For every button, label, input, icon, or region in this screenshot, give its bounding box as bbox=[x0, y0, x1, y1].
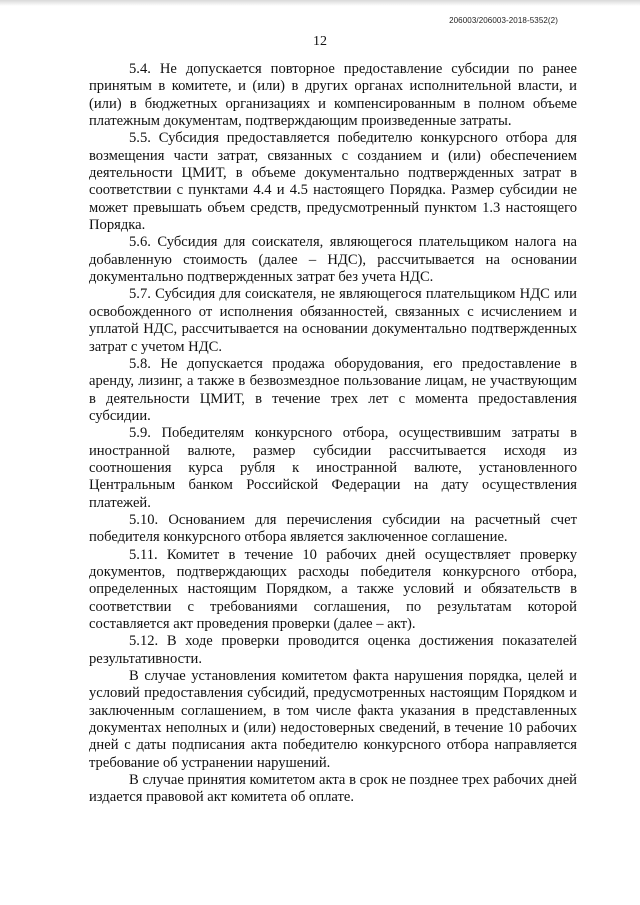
paragraph-5-12: 5.12. В ходе проверки проводится оценка достижения показателей результативности. bbox=[89, 633, 577, 667]
paragraph-5-9: 5.9. Победителям конкурсного отбора, осуществившим затраты в иностранной валюте, размер субсидии рассчитывается исходя из соотношения курса рубля к иностранной валюте, установленного Центральным банком Российской Федерации на дату осуществления платежей. bbox=[89, 425, 577, 511]
scan-edge bbox=[0, 0, 640, 6]
document-id: 206003/206003-2018-5352(2) bbox=[449, 16, 558, 25]
paragraph-payment-act: В случае принятия комитетом акта в срок не позднее трех рабочих дней издается правовой акт комитета об оплате. bbox=[89, 772, 577, 806]
paragraph-5-4: 5.4. Не допускается повторное предоставление субсидии по ранее принятым в комитете, и (или) в других органах исполнительной власти, и (или) в бюджетных организациях и компенсированным в полном объеме платежным документам, подтверждающим произведенные затраты. bbox=[89, 61, 577, 130]
paragraph-5-7: 5.7. Субсидия для соискателя, не являющегося плательщиком НДС или освобожденного от исполнения обязанностей, связанных с исчислением и уплатой НДС, рассчитывается на основании документально подтвержденных затрат с учетом НДС. bbox=[89, 286, 577, 355]
paragraph-5-8: 5.8. Не допускается продажа оборудования, его предоставление в аренду, лизинг, а также в безвозмездное пользование лицам, не участвующим в деятельности ЦМИТ, в течение трех лет с момента предоставления субсидии. bbox=[89, 355, 577, 424]
paragraph-5-5: 5.5. Субсидия предоставляется победителю конкурсного отбора для возмещения части затрат, связанных с созданием и (или) обеспечением деятельности ЦМИТ, в объеме документально подтвержденных затрат в соответствии с пунктами 4.4 и 4.5 настоящего Порядка. Размер субсидии не может превышать объем средств, предусмотренный пунктом 1.3 настоящего Порядка. bbox=[89, 130, 577, 234]
paragraph-violation-case: В случае установления комитетом факта нарушения порядка, целей и условий предоставления субсидий, предусмотренных настоящим Порядком и заключенным соглашением, в том числе факта указания в представленных документах неполных и (или) недостоверных сведений, в течение 10 рабочих дней с даты подписания акта победителю конкурсного отбора направляется требование об устранении нарушений. bbox=[89, 668, 577, 771]
page-number: 12 bbox=[313, 34, 327, 49]
document-body bbox=[89, 61, 577, 807]
paragraph-5-6: 5.6. Субсидия для соискателя, являющегося плательщиком налога на добавленную стоимость (далее – НДС), рассчитывается на основании документально подтвержденных затрат без учета НДС. bbox=[89, 234, 577, 286]
paragraph-5-11: 5.11. Комитет в течение 10 рабочих дней осуществляет проверку документов, подтверждающих расходы победителя конкурсного отбора, определенных настоящим Порядком, а также условий и обязательств в соответствии с требованиями соглашения, по результатам которой составляется акт проведения проверки (далее – акт). bbox=[89, 546, 577, 632]
paragraph-5-10: 5.10. Основанием для перечисления субсидии на расчетный счет победителя конкурсного отбора является заключенное соглашение. bbox=[89, 511, 577, 546]
